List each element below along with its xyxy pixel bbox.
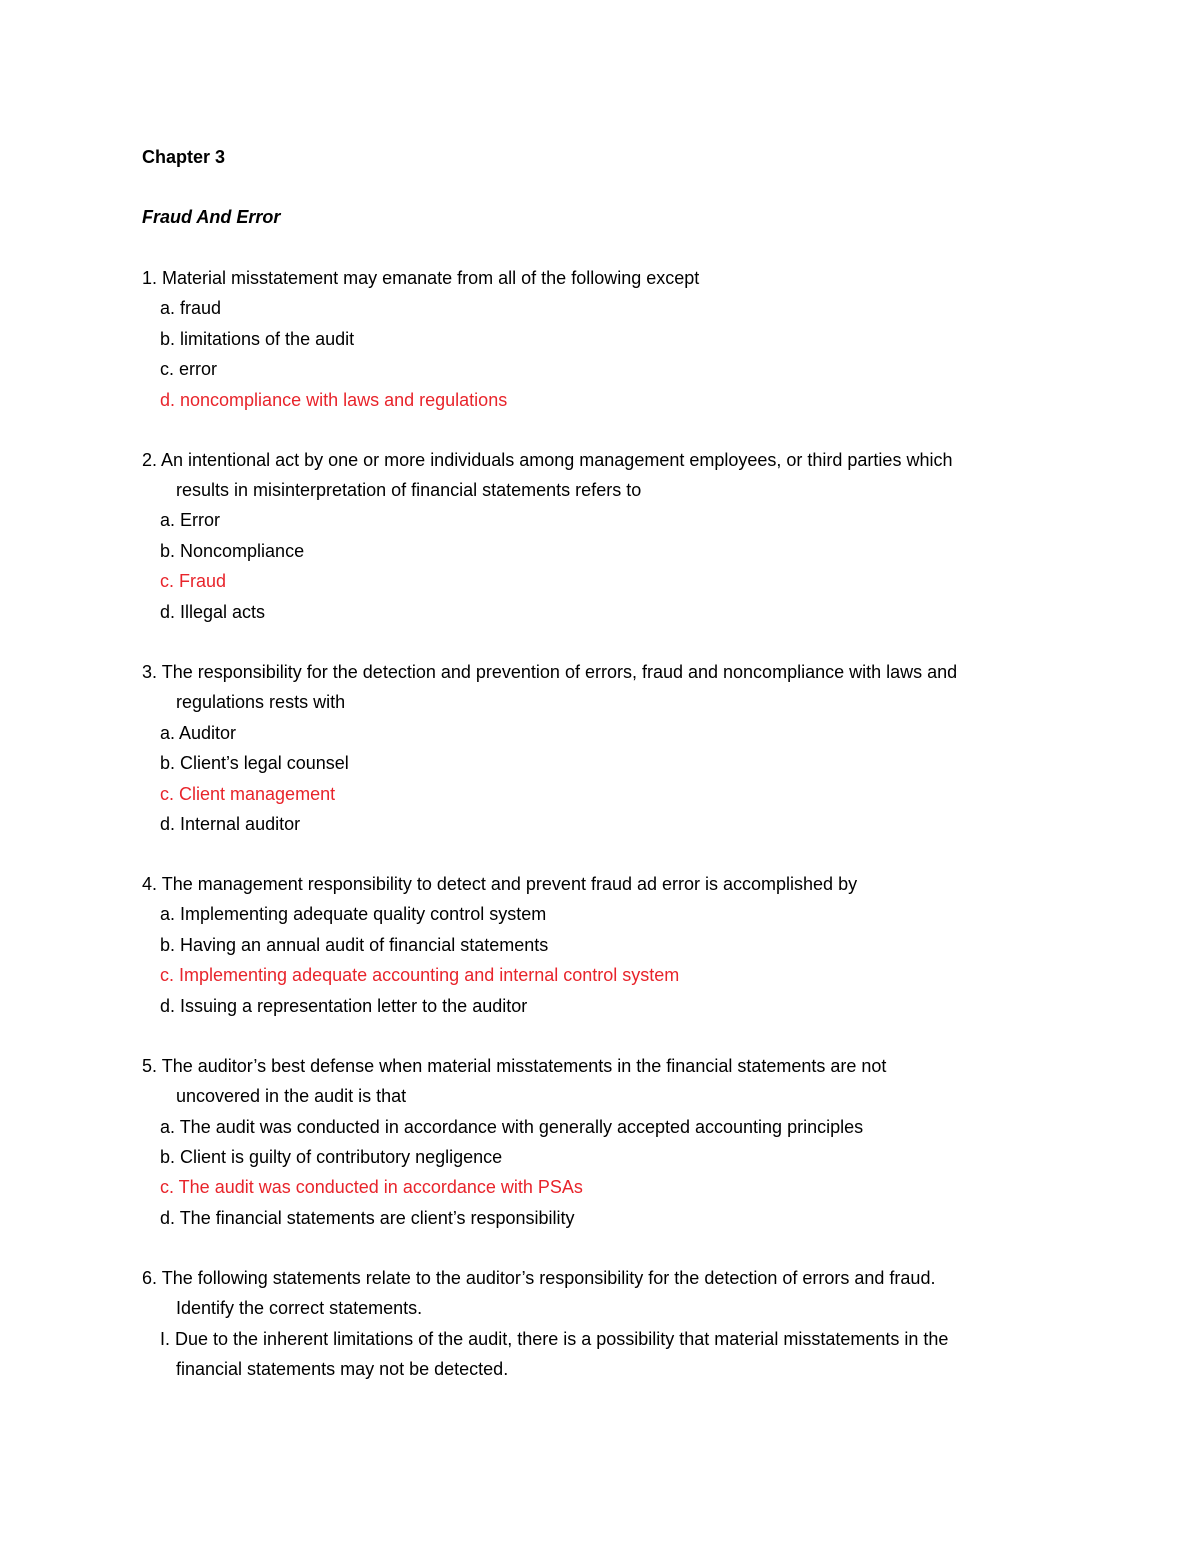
question-text: The management responsibility to detect and prevent fraud ad error is accomplished by: [161, 874, 858, 894]
question-4-option-c-correct: c. Implementing adequate accounting and internal control system: [160, 965, 680, 985]
question-text: An intentional act by one or more individuals among management employees, or third parties which: [161, 450, 953, 470]
question-text: The auditor’s best defense when material misstatements in the financial statements are not: [161, 1056, 887, 1076]
question-3-option-d: d. Internal auditor: [160, 814, 301, 834]
question-number: 6.: [142, 1268, 158, 1288]
question-5-option-a: a. The audit was conducted in accordance with generally accepted accounting principles: [160, 1117, 864, 1137]
question-4-option-a: a. Implementing adequate quality control system: [160, 904, 547, 924]
question-2-option-c-correct: c. Fraud: [160, 571, 227, 591]
question-4-option-b: b. Having an annual audit of financial statements: [160, 935, 549, 955]
question-1-stem: [142, 266, 699, 290]
question-3-option-b: b. Client’s legal counsel: [160, 753, 349, 773]
question-4-option-d: d. Issuing a representation letter to the auditor: [160, 996, 528, 1016]
question-1-option-c: c. error: [160, 359, 218, 379]
question-3-option-c-correct: c. Client management: [160, 784, 336, 804]
question-2-option-a: a. Error: [160, 510, 221, 530]
question-1-option-a: a. fraud: [160, 298, 222, 318]
question-2-option-d: d. Illegal acts: [160, 602, 266, 622]
question-1-option-d-correct: d. noncompliance with laws and regulations: [160, 390, 508, 410]
question-6-stem: [142, 1266, 935, 1290]
question-6-statement-i-continued: financial statements may not be detected.: [176, 1359, 509, 1379]
question-2-stem: [142, 448, 952, 472]
question-4-stem: [142, 872, 857, 896]
section-title: Fraud And Error: [142, 207, 281, 227]
question-6-statement-i: I. Due to the inherent limitations of the audit, there is a possibility that material misstatements in the: [160, 1329, 949, 1349]
question-number: 4.: [142, 874, 158, 894]
question-3-option-a: a. Auditor: [160, 723, 237, 743]
question-3-stem: [142, 660, 957, 684]
question-text: Material misstatement may emanate from all of the following except: [162, 268, 700, 288]
question-text: The following statements relate to the auditor’s responsibility for the detection of errors and fraud.: [161, 1268, 936, 1288]
question-number: 3.: [142, 662, 158, 682]
question-3-stem-continued: regulations rests with: [176, 692, 346, 712]
question-5-option-b: b. Client is guilty of contributory negligence: [160, 1147, 503, 1167]
chapter-title: Chapter 3: [142, 147, 226, 167]
question-number: 2.: [142, 450, 158, 470]
question-6-stem-continued: Identify the correct statements.: [176, 1298, 423, 1318]
question-text: The responsibility for the detection and prevention of errors, fraud and noncompliance with laws and: [161, 662, 958, 682]
question-2-stem-continued: results in misinterpretation of financial statements refers to: [176, 480, 642, 500]
question-2-option-b: b. Noncompliance: [160, 541, 305, 561]
question-number: 5.: [142, 1056, 158, 1076]
question-5-stem-continued: uncovered in the audit is that: [176, 1086, 407, 1106]
question-1-option-b: b. limitations of the audit: [160, 329, 355, 349]
question-number: 1.: [142, 268, 158, 288]
question-5-stem: [142, 1054, 886, 1078]
question-5-option-d: d. The financial statements are client’s responsibility: [160, 1208, 575, 1228]
question-5-option-c-correct: c. The audit was conducted in accordance with PSAs: [160, 1177, 583, 1197]
